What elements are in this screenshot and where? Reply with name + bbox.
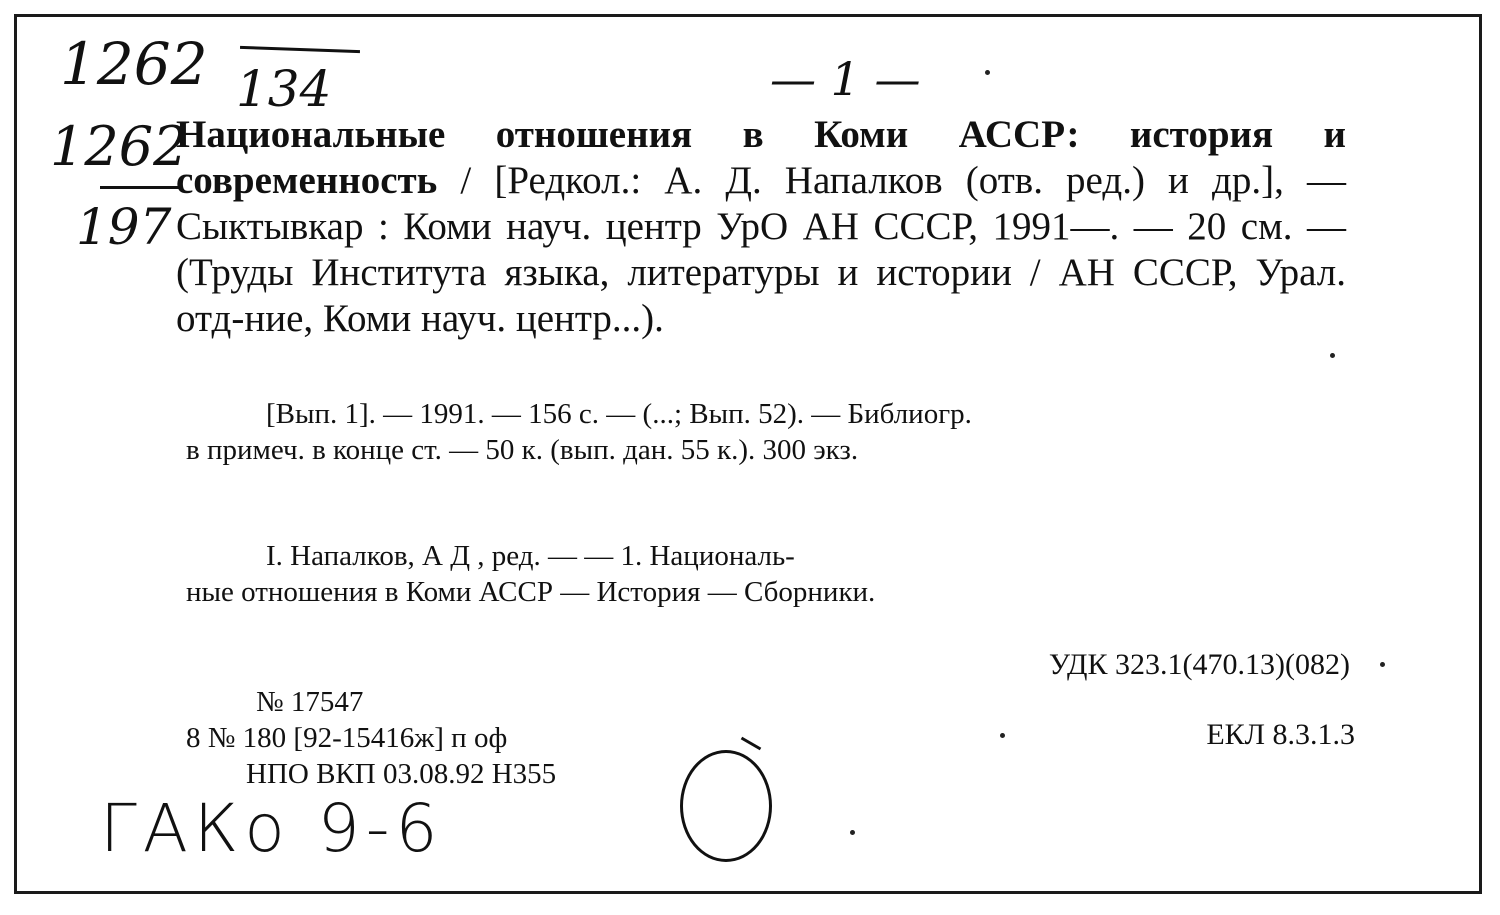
shelf-mark-divider [100, 186, 180, 189]
imprint-line-2: в примеч. в конце ст. — 50 к. (вып. дан. 55 к.). 300 экз. [186, 434, 859, 466]
entry-title: Национальные отношения в Коми АССР: история и современность [176, 113, 1346, 202]
entry-imprint [186, 396, 1346, 468]
scan-speck [1330, 353, 1335, 358]
shelf-mark-third: 197 [76, 198, 172, 256]
order-number: 8 № 180 [92-15416ж] п оф [186, 722, 508, 754]
hole-circle [680, 750, 772, 862]
scan-speck [1380, 662, 1385, 667]
imprint-line-1: [Вып. 1]. — 1991. — 156 с. — (...; Вып. 52). — Библиогр. [266, 398, 972, 430]
shelf-mark-second: 1262 [50, 115, 188, 178]
print-info [186, 684, 556, 792]
scan-speck [1000, 733, 1005, 738]
entry-description: / [Редкол.: А. Д. Напалков (отв. ред.) и др.], — Сыктывкар : Коми науч. центр УрО АН СССР, 1991—. — 20 см. — (Труды Института языка, литературы и истории / АН СССР, Урал. отд-ние, Коми науч. центр...). [176, 159, 1346, 340]
archive-note: ГАКо 9-6 [100, 790, 444, 867]
scan-speck [985, 70, 990, 75]
scan-speck [850, 830, 855, 835]
shelf-mark-top-right: 134 [236, 60, 332, 118]
page-number: — 1 — [770, 52, 921, 106]
entry-tracing [186, 538, 1350, 610]
ekl-code: ЕКЛ 8.3.1.3 [1206, 718, 1355, 751]
shelf-mark-top: 1262 [60, 30, 208, 98]
printer-info: НПО ВКП 03.08.92 Н355 [246, 758, 557, 790]
tracing-line-2: ные отношения в Коми АССР — История — Сборники. [186, 576, 876, 608]
tracing-line-1: I. Напалков, А Д , ред. — — 1. Националь- [266, 540, 795, 572]
entry-title-block [176, 112, 1346, 342]
udk-code: УДК 323.1(470.13)(082) [1048, 648, 1350, 681]
card-number: № 17547 [256, 686, 364, 718]
